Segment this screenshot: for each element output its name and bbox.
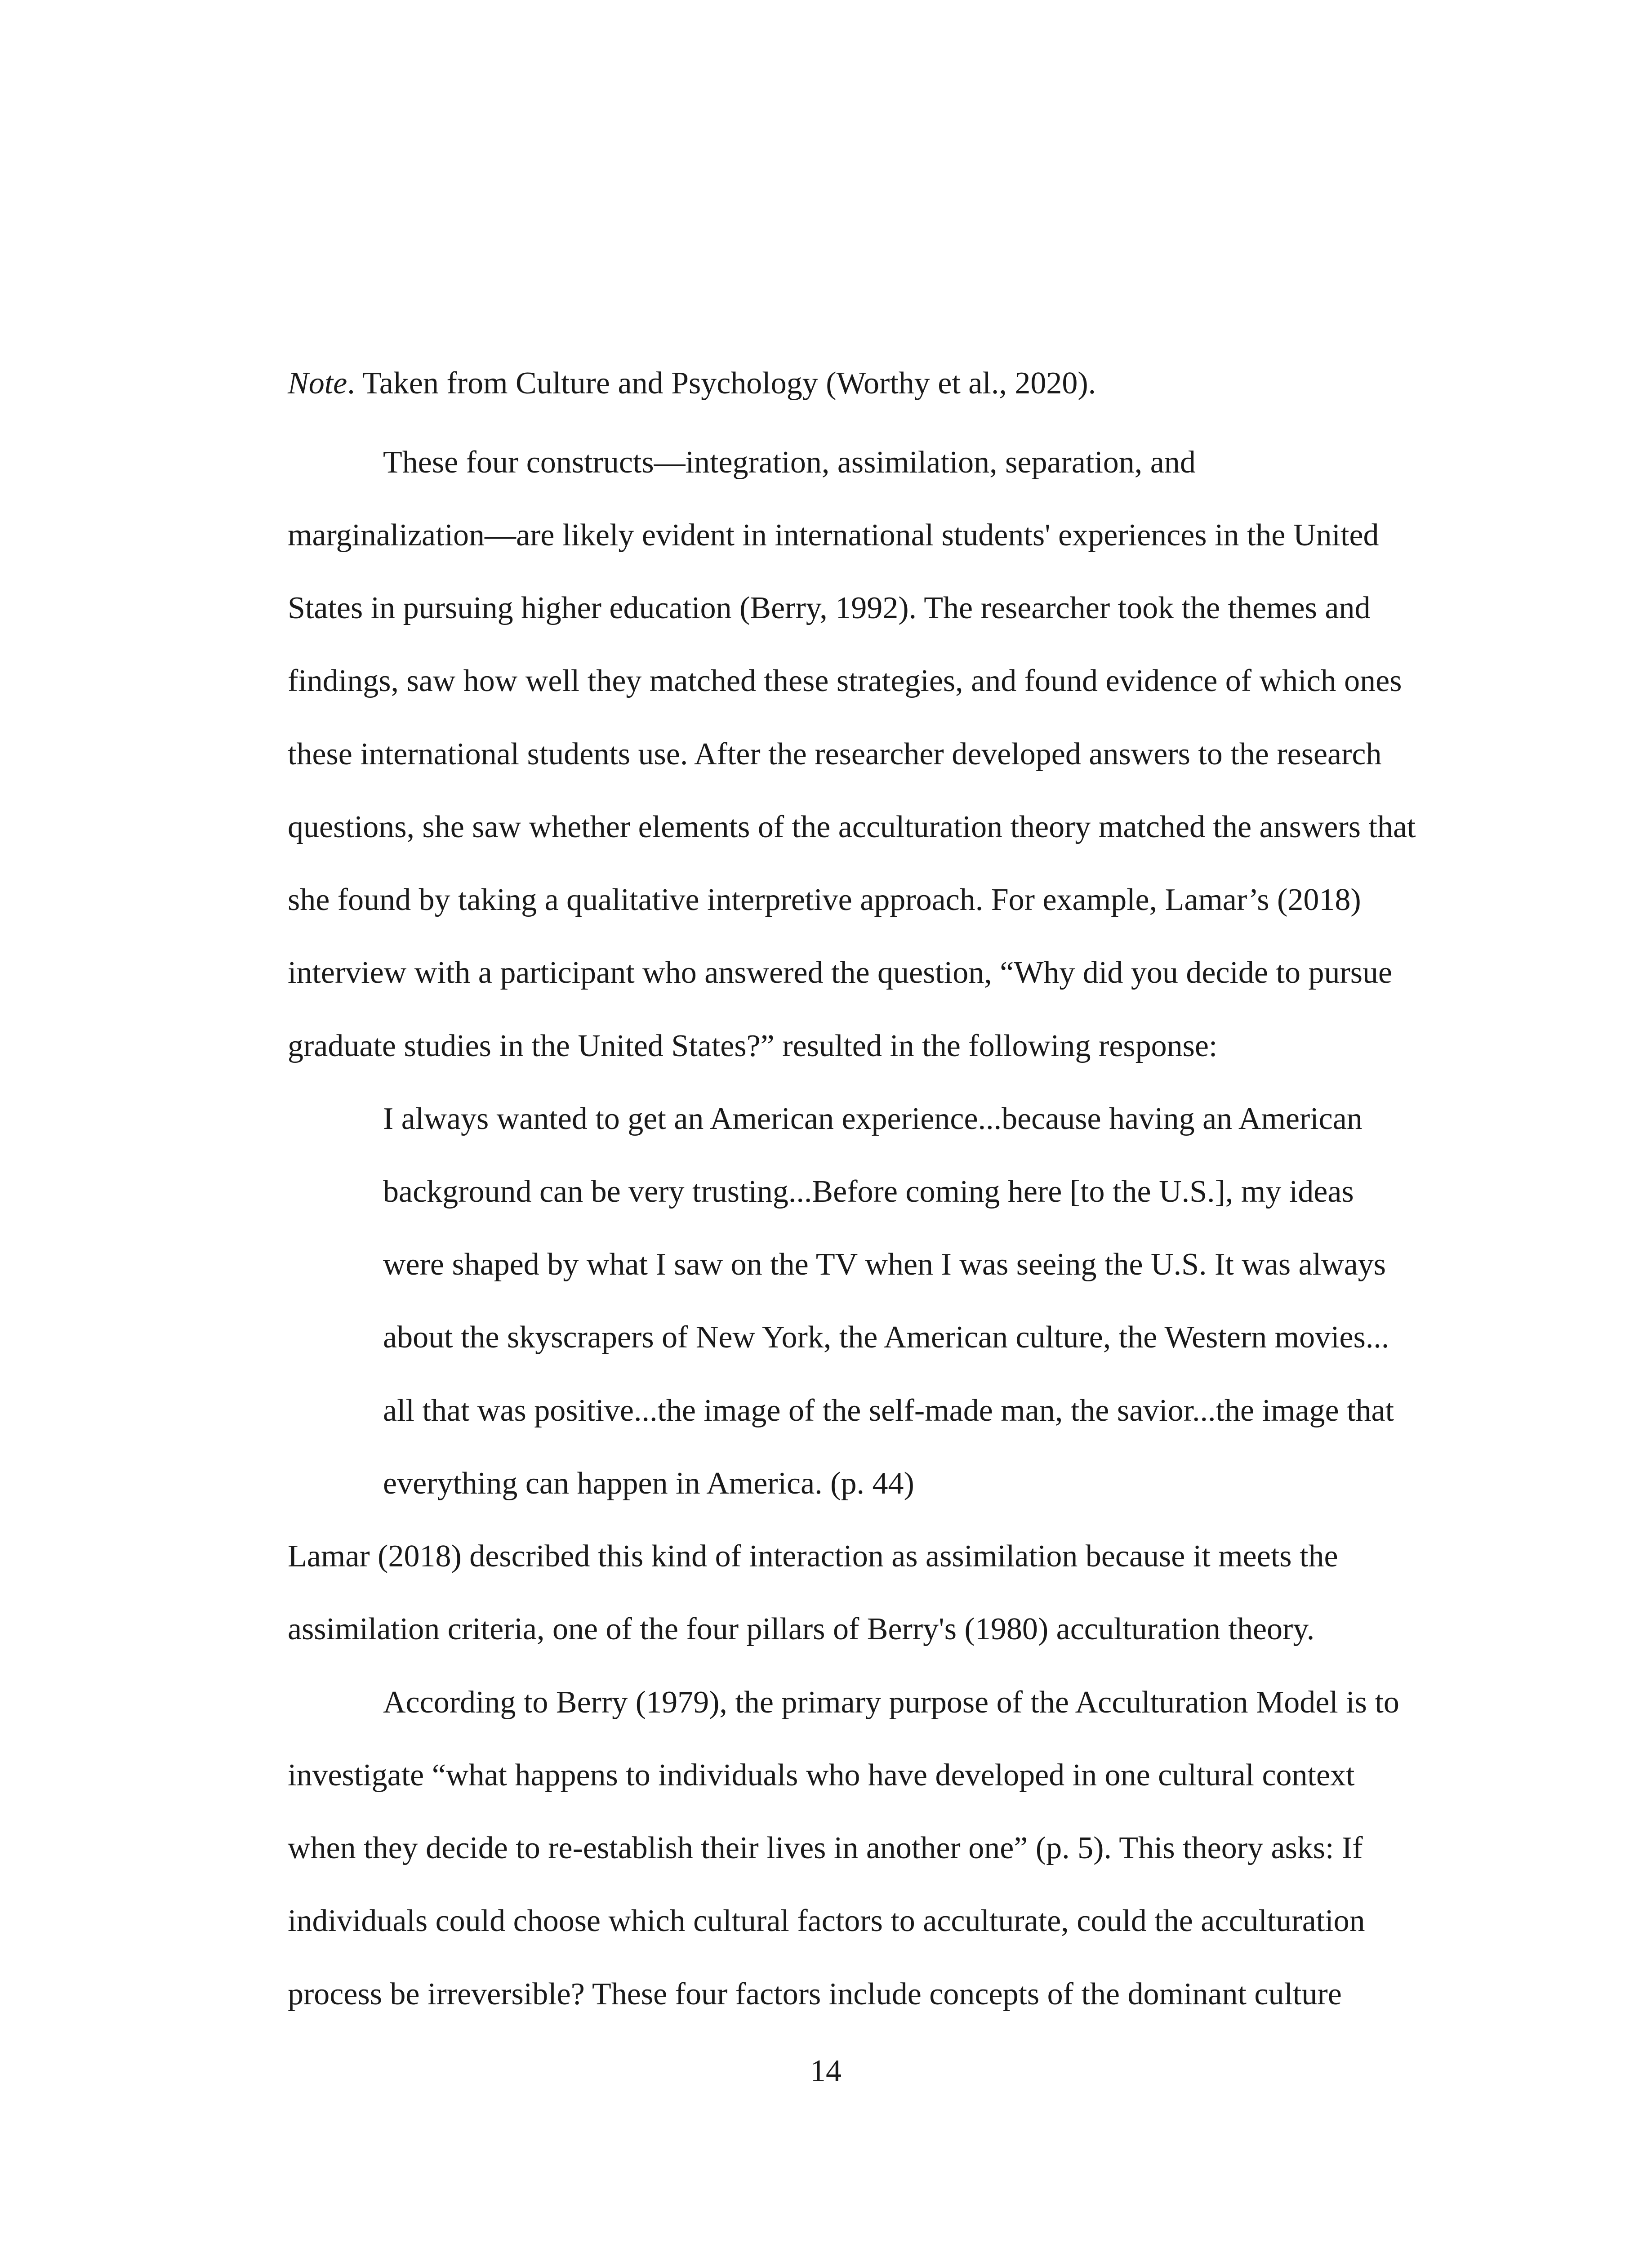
quote-line: I always wanted to get an American experience...because having an American	[383, 1102, 1363, 1136]
paragraph-line: process be irreversible? These four factors include concepts of the dominant culture	[288, 1977, 1342, 2012]
note-text: . Taken from Culture and Psychology (Worthy et al., 2020).	[347, 366, 1096, 401]
paragraph-line: Lamar (2018) described this kind of interaction as assimilation because it meets the	[288, 1539, 1338, 1574]
quote-line: were shaped by what I saw on the TV when I was seeing the U.S. It was always	[383, 1247, 1386, 1282]
page-number: 14	[810, 2054, 842, 2088]
paragraph-line: marginalization—are likely evident in international students' experiences in the United	[288, 518, 1379, 553]
figure-note	[288, 363, 1096, 404]
quote-line: background can be very trusting...Before coming here [to the U.S.], my ideas	[383, 1174, 1354, 1209]
paragraph-line: questions, she saw whether elements of the acculturation theory matched the answers that	[288, 810, 1416, 844]
paragraph-line: According to Berry (1979), the primary purpose of the Acculturation Model is to	[383, 1685, 1399, 1720]
paragraph-line: investigate “what happens to individuals who have developed in one cultural context	[288, 1758, 1355, 1793]
paragraph-line: assimilation criteria, one of the four pillars of Berry's (1980) acculturation theory.	[288, 1612, 1315, 1646]
paragraph-line: graduate studies in the United States?” resulted in the following response:	[288, 1029, 1218, 1063]
paragraph-line: when they decide to re-establish their lives in another one” (p. 5). This theory asks: If	[288, 1831, 1363, 1865]
paragraph-line: States in pursuing higher education (Berry, 1992). The researcher took the themes and	[288, 591, 1371, 625]
quote-line: all that was positive...the image of the self-made man, the savior...the image that	[383, 1393, 1394, 1428]
paragraph-line: individuals could choose which cultural factors to acculturate, could the acculturation	[288, 1904, 1365, 1938]
note-label: Note	[288, 366, 347, 401]
quote-line: about the skyscrapers of New York, the American culture, the Western movies...	[383, 1320, 1389, 1355]
paragraph-line: she found by taking a qualitative interpretive approach. For example, Lamar’s (2018)	[288, 883, 1361, 917]
paragraph-line: interview with a participant who answered the question, “Why did you decide to pursue	[288, 955, 1393, 990]
paragraph-line: these international students use. After the researcher developed answers to the research	[288, 737, 1382, 772]
paragraph-line: These four constructs—integration, assimilation, separation, and	[383, 445, 1196, 480]
quote-line: everything can happen in America. (p. 44)	[383, 1466, 914, 1501]
paragraph-line: findings, saw how well they matched these strategies, and found evidence of which ones	[288, 664, 1402, 698]
